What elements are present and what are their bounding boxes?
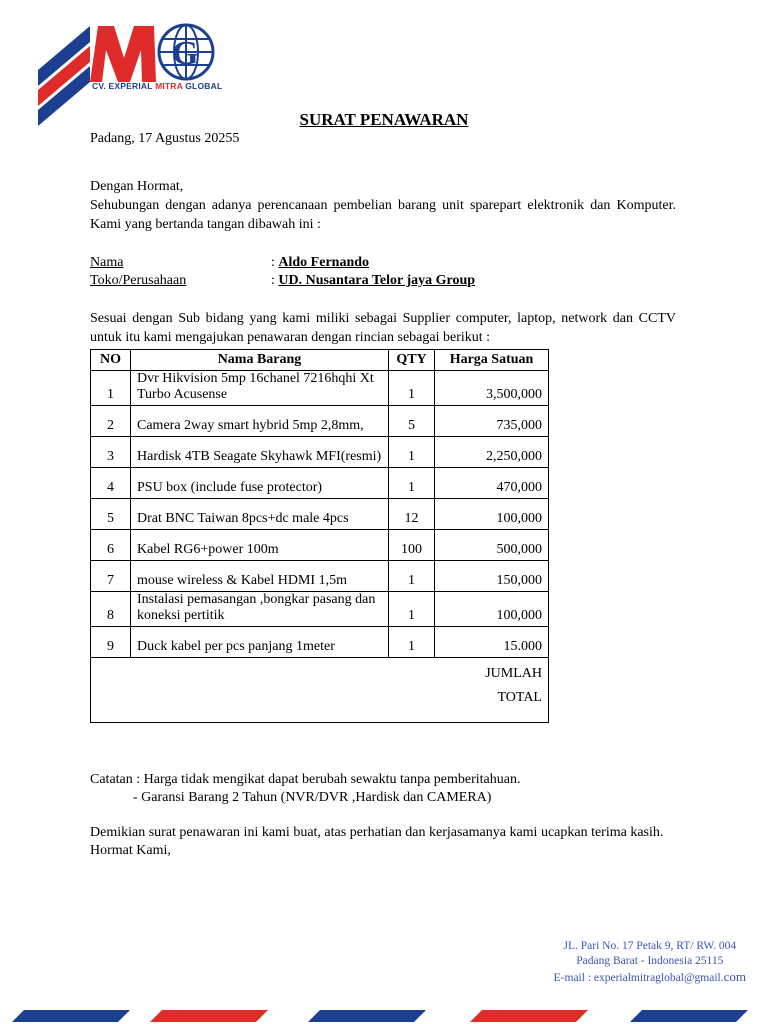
- intro-line-2: Kami yang bertanda tangan dibawah ini :: [90, 217, 321, 232]
- letter-date: Padang, 17 Agustus 20255: [90, 131, 240, 146]
- nama-field: [271, 255, 369, 271]
- row-name: [131, 561, 389, 592]
- toko-sep: :: [271, 273, 279, 288]
- offer-paragraph-1: Sesuai dengan Sub bidang yang kami miliki sebagai Supplier computer, laptop, network dan CCTV: [90, 311, 676, 326]
- row-name-line-1: Camera 2way smart hybrid 5mp 2,8mm,: [137, 418, 364, 433]
- row-qty: 1: [389, 437, 435, 468]
- row-name-line-1: Dvr Hikvision 5mp 16chanel 7216hqhi Xt: [137, 371, 374, 386]
- row-no: 9: [91, 627, 131, 658]
- row-name-line-2: Turbo Acusense: [137, 387, 228, 402]
- greeting: Dengan Hormat,: [90, 179, 184, 194]
- row-price: 3,500,000: [435, 371, 549, 406]
- table-row: [91, 406, 549, 437]
- row-name-line-1: mouse wireless & Kabel HDMI 1,5m: [137, 573, 347, 588]
- table-row: [91, 561, 549, 592]
- row-name: [131, 530, 389, 561]
- company-name-part3: GLOBAL: [182, 81, 223, 91]
- intro-line-1: Sehubungan dengan adanya perencanaan pembelian barang unit sparepart elektronik dan Komputer.: [90, 198, 676, 213]
- company-name: [92, 81, 222, 91]
- row-no: 4: [91, 468, 131, 499]
- row-price: 100,000: [435, 499, 549, 530]
- row-no: 8: [91, 592, 131, 627]
- table-row: [91, 592, 549, 627]
- regards-text: Hormat Kami,: [90, 843, 171, 858]
- table-row: [91, 371, 549, 406]
- header-price: Harga Satuan: [435, 350, 549, 371]
- row-price: 15.000: [435, 627, 549, 658]
- row-qty: 100: [389, 530, 435, 561]
- logo-m-shape: [90, 26, 156, 82]
- row-no: 5: [91, 499, 131, 530]
- footer-email-text: E-mail : experialmitraglobal@gmail.: [553, 972, 724, 984]
- footer-email: [554, 969, 746, 986]
- nama-sep: :: [271, 255, 279, 270]
- table-total-row: [91, 658, 549, 723]
- row-name: [131, 371, 389, 406]
- total-label: TOTAL: [497, 690, 542, 705]
- row-qty: 12: [389, 499, 435, 530]
- footer-address-1: JL. Pari No. 17 Petak 9, RT/ RW. 004: [563, 940, 737, 952]
- row-price: 100,000: [435, 592, 549, 627]
- note-catatan: Catatan : Harga tidak mengikat dapat berubah sewaktu tanpa pemberitahuan.: [90, 772, 521, 787]
- row-price: 735,000: [435, 406, 549, 437]
- row-name: [131, 592, 389, 627]
- logo-letters: G: [172, 35, 199, 72]
- row-qty: 1: [389, 371, 435, 406]
- row-name-line-1: Kabel RG6+power 100m: [137, 542, 279, 557]
- header-name: Nama Barang: [131, 350, 389, 371]
- row-no: 6: [91, 530, 131, 561]
- header-no: NO: [91, 350, 131, 371]
- row-price: 2,250,000: [435, 437, 549, 468]
- row-no: 7: [91, 561, 131, 592]
- toko-value: UD. Nusantara Telor jaya Group: [278, 273, 476, 288]
- row-name: [131, 468, 389, 499]
- table-row: [91, 530, 549, 561]
- row-qty: 5: [389, 406, 435, 437]
- row-name-line-2: koneksi pertitik: [137, 608, 225, 623]
- footer-email-tld: com: [723, 969, 746, 984]
- row-name-line-1: Drat BNC Taiwan 8pcs+dc male 4pcs: [137, 511, 349, 526]
- footer-address-2: Padang Barat - Indonesia 25115: [576, 955, 724, 967]
- row-name: [131, 437, 389, 468]
- table-row: [91, 627, 549, 658]
- row-no: 1: [91, 371, 131, 406]
- row-qty: 1: [389, 592, 435, 627]
- table-row: [91, 437, 549, 468]
- row-name: [131, 406, 389, 437]
- footer-stripes: [0, 1008, 768, 1024]
- footer-address-block: [554, 939, 746, 986]
- toko-field: [271, 273, 475, 289]
- row-name-line-1: Duck kabel per pcs panjang 1meter: [137, 639, 335, 654]
- row-name: [131, 627, 389, 658]
- closing-text: Demikian surat penawaran ini kami buat, atas perhatian dan kerjasamanya kami ucapkan terima kasih.: [90, 825, 664, 840]
- row-name-line-1: PSU box (include fuse protector): [137, 480, 323, 495]
- row-price: 470,000: [435, 468, 549, 499]
- jumlah-label: JUMLAH: [485, 666, 542, 681]
- row-qty: 1: [389, 561, 435, 592]
- row-qty: 1: [389, 468, 435, 499]
- total-cell: [91, 658, 549, 723]
- header-qty: QTY: [389, 350, 435, 371]
- nama-label: Nama: [90, 255, 124, 270]
- row-name: [131, 499, 389, 530]
- items-table: [90, 349, 549, 723]
- row-no: 2: [91, 406, 131, 437]
- row-qty: 1: [389, 627, 435, 658]
- offer-paragraph-2: untuk itu kami mengajukan penawaran dengan rincian sebagai berikut :: [90, 330, 491, 345]
- row-name-line-1: Instalasi pemasangan ,bongkar pasang dan: [137, 592, 376, 607]
- company-name-part2: MITRA: [155, 81, 183, 91]
- row-price: 150,000: [435, 561, 549, 592]
- row-no: 3: [91, 437, 131, 468]
- toko-label: Toko/Perusahaan: [90, 273, 187, 288]
- table-row: [91, 499, 549, 530]
- nama-value: Aldo Fernando: [278, 255, 370, 270]
- table-header-row: [91, 350, 549, 371]
- note-garansi: - Garansi Barang 2 Tahun (NVR/DVR ,Hardisk dan CAMERA): [133, 790, 492, 805]
- document-title: SURAT PENAWARAN: [299, 110, 469, 129]
- row-price: 500,000: [435, 530, 549, 561]
- table-row: [91, 468, 549, 499]
- row-name-line-1: Hardisk 4TB Seagate Skyhawk MFI(resmi): [137, 449, 382, 464]
- company-name-part1: CV. EXPERIAL: [92, 81, 156, 91]
